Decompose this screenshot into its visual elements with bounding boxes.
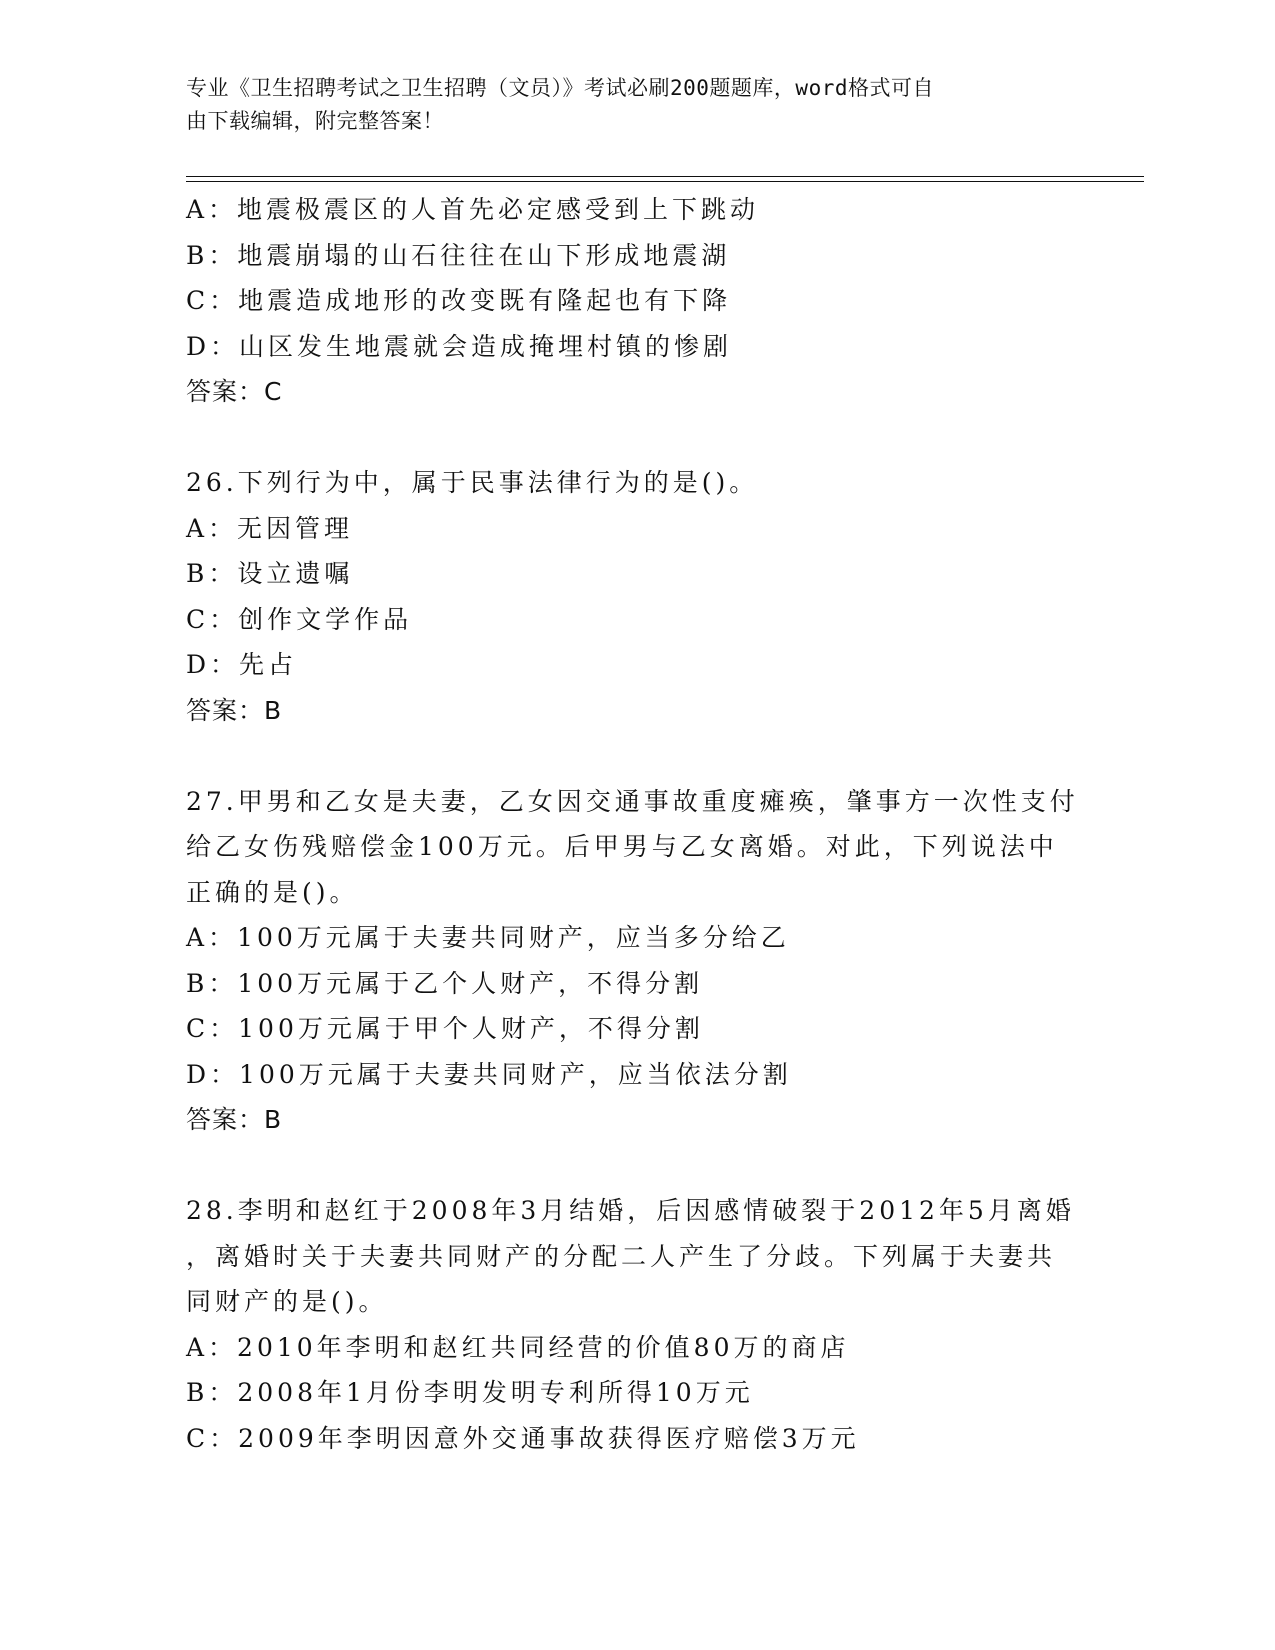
question-stem-line-1: 28.李明和赵红于2008年3月结婚，后因感情破裂于2012年5月离婚 bbox=[186, 1196, 1075, 1225]
header-divider-top bbox=[186, 176, 1144, 177]
option-d: D：100万元属于夫妻共同财产，应当依法分割 bbox=[186, 1059, 792, 1089]
option-b: B：地震崩塌的山石往往在山下形成地震湖 bbox=[186, 240, 731, 270]
option-c: C：100万元属于甲个人财产，不得分割 bbox=[186, 1014, 704, 1043]
option-b: B：100万元属于乙个人财产，不得分割 bbox=[186, 968, 704, 998]
header-divider-bottom bbox=[186, 181, 1144, 182]
question-stem: 26.下列行为中，属于民事法律行为的是()。 bbox=[186, 468, 759, 497]
question-28 bbox=[186, 1188, 1086, 1461]
option-b: B：设立遗嘱 bbox=[186, 559, 354, 588]
option-b: B：2008年1月份李明发明专利所得10万元 bbox=[186, 1378, 754, 1407]
question-stem-line-2: 给乙女伤残赔偿金100万元。后甲男与乙女离婚。对此，下列说法中 bbox=[186, 832, 1058, 861]
question-26 bbox=[186, 460, 1086, 733]
option-a: A：无因管理 bbox=[186, 513, 354, 543]
question-list bbox=[186, 187, 1086, 1461]
option-c: C：地震造成地形的改变既有隆起也有下降 bbox=[186, 286, 732, 315]
question-stem-line-2: ，离婚时关于夫妻共同财产的分配二人产生了分歧。下列属于夫妻共 bbox=[186, 1241, 1057, 1271]
answer-line: 答案：C bbox=[186, 377, 283, 406]
option-a: A：2010年李明和赵红共同经营的价值80万的商店 bbox=[186, 1332, 850, 1362]
question-27 bbox=[186, 779, 1086, 1143]
option-c: C：2009年李明因意外交通事故获得医疗赔偿3万元 bbox=[186, 1423, 860, 1453]
header-intro-line-2: 由下载编辑，附完整答案！ bbox=[186, 109, 444, 133]
question-stem-line-3: 同财产的是()。 bbox=[186, 1287, 388, 1316]
question-spacer bbox=[186, 733, 1086, 779]
answer-line: 答案：B bbox=[186, 695, 283, 725]
answer-line: 答案：B bbox=[186, 1105, 283, 1134]
option-c: C：创作文学作品 bbox=[186, 604, 413, 634]
option-d: D：山区发生地震就会造成掩埋村镇的惨剧 bbox=[186, 331, 733, 361]
question-stem-line-1: 27.甲男和乙女是夫妻，乙女因交通事故重度瘫痪，肇事方一次性支付 bbox=[186, 786, 1079, 816]
question-spacer bbox=[186, 1143, 1086, 1189]
header-intro-line-1: 专业《卫生招聘考试之卫生招聘（文员）》考试必刷200题题库，word格式可自 bbox=[186, 76, 934, 100]
option-a: A：100万元属于夫妻共同财产，应当多分给乙 bbox=[186, 923, 790, 952]
question-25-continued bbox=[186, 187, 1086, 415]
document-header bbox=[186, 72, 1066, 138]
option-d: D：先占 bbox=[186, 650, 298, 679]
question-spacer bbox=[186, 415, 1086, 461]
option-a: A：地震极震区的人首先必定感受到上下跳动 bbox=[186, 195, 760, 224]
question-stem-line-3: 正确的是()。 bbox=[186, 877, 359, 907]
